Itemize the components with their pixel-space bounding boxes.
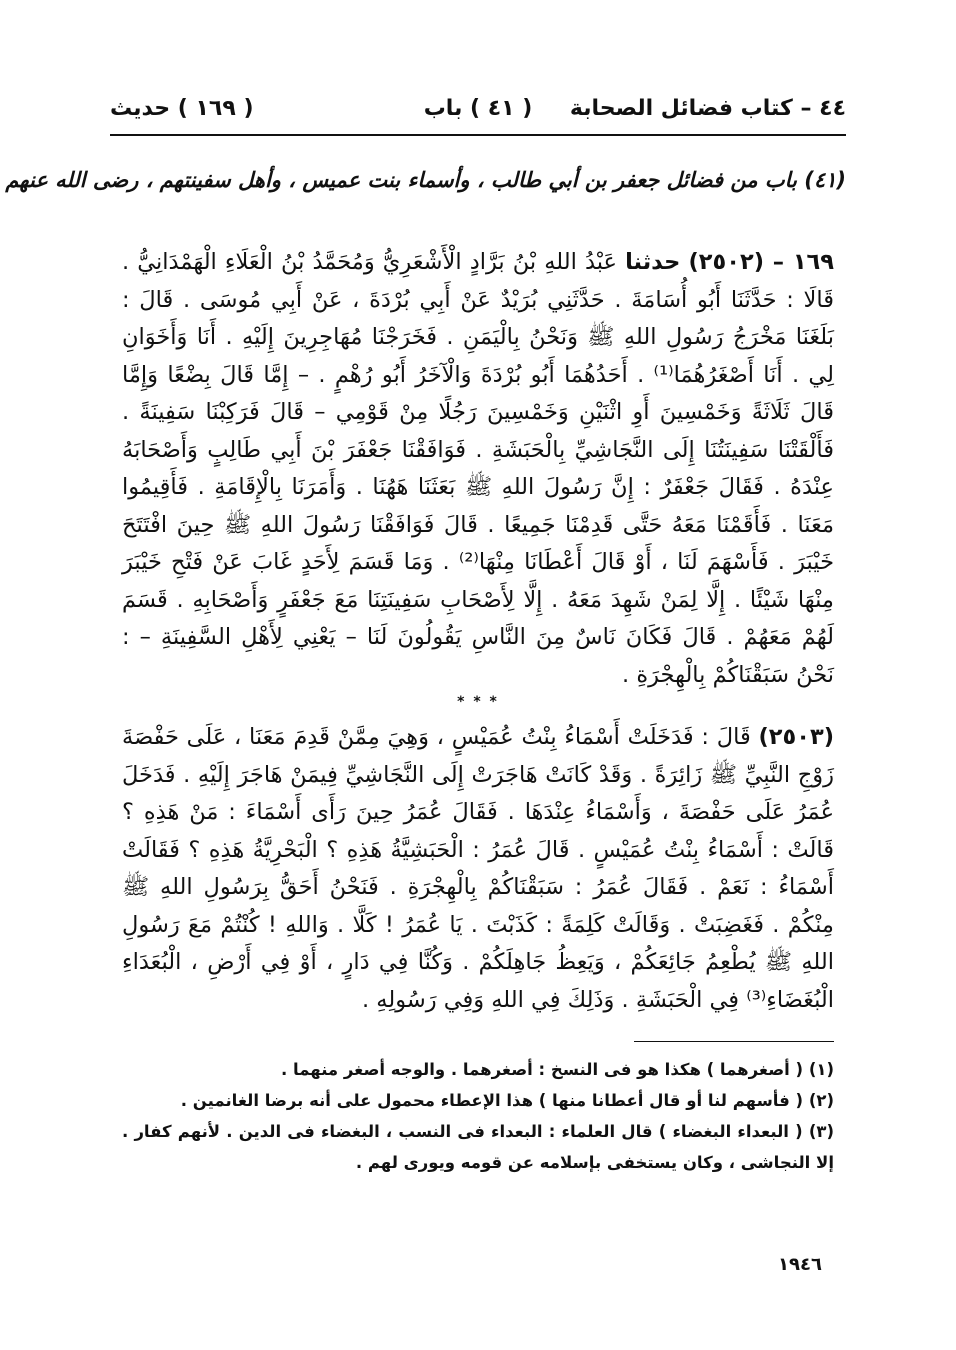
hadith-text: عَبْدُ اللهِ بْنُ بَرَّادٍ الْأَشْعَرِيُّ وَمُحَمَّدُ بْنُ الْعَلَاءِ الْهَمْدَانِيُّ . قَالَا : حَدَّثَنَا أَبُو أُسَامَةَ . حَدَّثَنِي بُرَيْدٌ عَنْ أَبِي بُرْدَةَ ، عَنْ أَبِي مُوسَى . قَالَ : بَلَغَنَا مَخْرَجُ رَسُولِ اللهِ ﷺ وَنَحْنُ بِالْيَمَنِ . فَخَرَجْنَا مُهَاجِرِينَ إِلَيْهِ . أَنَا وَأَخَوَانِ لِي . أَنَا أَصْغَرُهُمَا⁽¹⁾ . أَحَدُهُمَا أَبُو بُرْدَةَ وَالْآخَرُ أَبُو رُهْمٍ . – إِمَّا قَالَ بِضْعًا وَإِمَّا قَالَ ثَلَاثَةً وَخَمْسِينَ أَوِ اثْنَيْنِ وَخَمْسِينَ رَجُلًا مِنْ قَوْمِي – قَالَ فَرَكِبْنَا سَفِينَةً . فَأَلْقَتْنَا سَفِينَتُنَا إِلَى النَّجَاشِيِّ بِالْحَبَشَةِ . فَوَافَقْنَا جَعْفَرَ بْنَ أَبِي طَالِبٍ وَأَصْحَابَهُ عِنْدَهُ . فَقَالَ جَعْفَرٌ : إِنَّ رَسُولَ اللهِ ﷺ بَعَثَنَا هَهُنَا . وَأَمَرَنَا بِالْإِقَامَةِ . فَأَقِيمُوا مَعَنَا . فَأَقَمْنَا مَعَهُ حَتَّى قَدِمْنَا جَمِيعًا . قَالَ فَوَافَقْنَا رَسُولَ اللهِ ﷺ حِينَ افْتَتَحَ خَيْبَرَ . فَأَسْهَمَ لَنَا ، أَوْ قَالَ أَعْطَانَا مِنْهَا⁽²⁾ . وَمَا قَسَمَ لِأَحَدٍ غَابَ عَنْ فَتْحِ خَيْبَرَ مِنْهَا شَيْئًا . إِلَّا لِمَنْ شَهِدَ مَعَهُ . إِلَّا لِأَصْحَابِ سَفِينَتِنَا مَعَ جَعْفَرٍ وَأَصْحَابِهِ . قَسَمَ لَهُمْ مَعَهُمْ . قَالَ فَكَانَ نَاسٌ مِنَ النَّاسِ يَقُولُونَ لَنَا – يَعْنِي لِأَهْلِ السَّفِينَةِ – : نَحْنُ سَبَقْنَاكُمْ بِالْهِجْرَةِ . bbox=[122, 249, 835, 688]
hadith-2503 bbox=[122, 719, 834, 1019]
section-separator: * * * bbox=[457, 694, 499, 710]
hadith-2502 bbox=[122, 244, 834, 694]
chapter-title: (٤١) باب من فضائل جعفر بن أبي طالب ، وأسماء بنت عميس ، وأهل سفينتهم ، رضى الله عنهم bbox=[5, 168, 846, 192]
header-hadith-number: ( ١٦٩ ) حديث bbox=[110, 96, 254, 121]
header-chapter-number: ( ٤١ ) باب bbox=[423, 96, 533, 121]
header-book-title: ٤٤ – كتاب فضائل الصحابة bbox=[569, 96, 846, 121]
footnote-rule bbox=[634, 1041, 834, 1042]
hadith-text: قَالَ : فَدَخَلَتْ أَسْمَاءُ بِنْتُ عُمَيْسٍ ، وَهِيَ مِمَّنْ قَدِمَ مَعَنَا ، عَلَى حَفْصَةَ زَوْجِ النَّبِيِّ ﷺ زَائِرَةً . وَقَدْ كَانَتْ هَاجَرَتْ إِلَى النَّجَاشِيِّ فِيمَنْ هَاجَرَ إِلَيْهِ . فَدَخَلَ عُمَرُ عَلَى حَفْصَةَ ، وَأَسْمَاءُ عِنْدَهَا . فَقَالَ عُمَرُ حِينَ رَأَى أَسْمَاءَ : مَنْ هَذِهِ ؟ قَالَتْ : أَسْمَاءُ بِنْتُ عُمَيْسٍ . قَالَ عُمَرُ : الْحَبَشِيَّةُ هَذِهِ ؟ الْبَحْرِيَّةُ هَذِهِ ؟ فَقَالَتْ أَسْمَاءُ : نَعَمْ . فَقَالَ عُمَرُ : سَبَقْنَاكُمْ بِالْهِجْرَةِ . فَنَحْنُ أَحَقُّ بِرَسُولِ اللهِ ﷺ مِنْكُمْ . فَغَضِبَتْ . وَقَالَتْ كَلِمَةً : كَذَبْتَ . يَا عُمَرُ ! كَلَّا . وَاللهِ ! كُنْتُمْ مَعَ رَسُولِ اللهِ ﷺ يُطْعِمُ جَائِعَكُمْ ، وَيَعِظُ جَاهِلَكُمْ . وَكُنَّا فِي دَارٍ ، أَوْ فِي أَرْضِ ، الْبُعَدَاءِ الْبُغَضَاءِ⁽³⁾ فِي الْحَبَشَةِ . وَذَلِكَ فِي اللهِ وَفِي رَسُولِهِ . bbox=[122, 724, 834, 1013]
footnote-3: (٣) ( البعداء البغضاء ) قال العلماء : البعداء فى النسب ، البغضاء فى الدين . لأنهم كفار . إلا النجاشى ، وكان يستخفى بإسلامه عن قومه ويورى لهم . bbox=[122, 1122, 834, 1172]
hadith-lead-word: حدثنا bbox=[625, 249, 681, 275]
footnote-1: (١) ( أصغرهما ) هكذا هو فى النسخ : أصغرهما . والوجه أصغر منهما . bbox=[281, 1060, 834, 1079]
page-number: ١٩٤٦ bbox=[778, 1254, 822, 1275]
hadith-number: (٢٥٠٣) bbox=[758, 724, 835, 750]
header-rule bbox=[110, 134, 846, 136]
footnotes bbox=[122, 1054, 834, 1178]
footnote-2: (٢) ( فأسهم لنا أو قال أعطانا منها ) هذا الإعطاء محمول على أنه برضا الغانمين . bbox=[180, 1091, 834, 1110]
hadith-number: ١٦٩ – (٢٥٠٢) bbox=[688, 249, 835, 275]
running-header bbox=[110, 92, 846, 132]
